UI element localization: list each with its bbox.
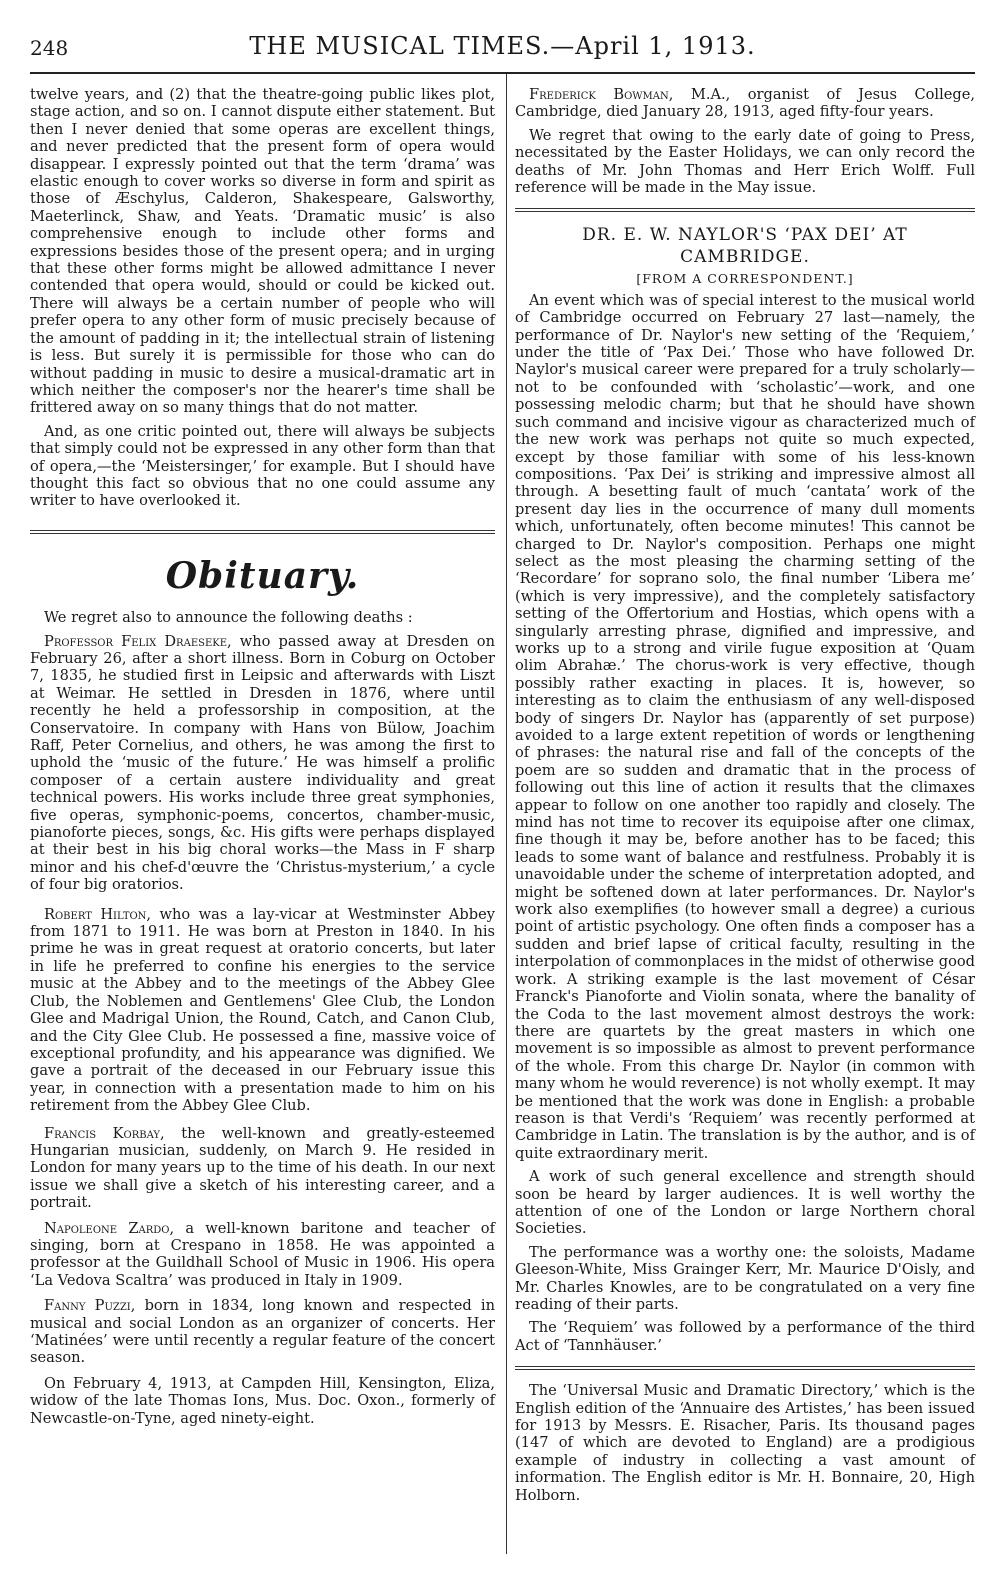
page-header (30, 28, 975, 68)
obituary-intro: We regret also to announce the following deaths : (44, 609, 413, 627)
article-paragraph: The ‘Requiem’ was followed by a performance of the third Act of ‘Tannhäuser.’ (515, 1319, 975, 1354)
obituary-heading: Obituary. (165, 554, 360, 597)
obituary-name: Napoleone Zardo, (44, 1219, 175, 1237)
obituary-name: Francis Korbay, (44, 1124, 165, 1142)
article-paragraph: The performance was a worthy one: the soloists, Madame Gleeson-White, Miss Grainger Kerr, Mr. Maurice D'Oisly, and Mr. Charles Knowles, are to be congratulated on a very fine reading of their parts. (515, 1243, 975, 1313)
obituary-entry: On February 4, 1913, at Campden Hill, Kensington, Eliza, widow of the late Thomas Ions, Mus. Doc. Oxon., formerly of Newcastle-on-Tyne, aged ninety-eight. (30, 1374, 495, 1427)
section-separator (515, 1366, 975, 1370)
right-column (515, 86, 975, 1510)
obituary-name: Fanny Puzzi, (44, 1297, 136, 1315)
left-column (30, 86, 495, 1433)
obituary-entry: Francis Korbay, the well-known and greatly-esteemed Hungarian musician, suddenly, on March 9. He resided in London for many years up to the time of his death. In our next issue we shall give a sketch of his interesting career, and a portrait. (30, 1124, 495, 1212)
section-separator (30, 530, 495, 534)
notice-paragraph: We regret that owing to the early date of going to Press, necessitated by the Easter Holidays, we can only record the deaths of Mr. John Thomas and Herr Erich Wolff. Full reference will be made in the May issue. (515, 126, 975, 197)
obituary-name: Robert Hilton, (44, 905, 152, 923)
obituary-name: Professor Felix Draeseke, (44, 632, 232, 650)
letter-paragraph: And, as one critic pointed out, there will always be subjects that simply could not be expressed in any other form than that of opera,—the ‘Meistersinger,’ for example. But I should have thought this fact so obvious that no one could assume any writer to have overlooked it. (30, 422, 495, 510)
obituary-entry: Fanny Puzzi, born in 1834, long known and respected in musical and social London as an organizer of concerts. Her ‘Matinées’ were until recently a regular feature of the concert season. (30, 1297, 495, 1367)
letter-paragraph: twelve years, and (2) that the theatre-going public likes plot, stage action, and so on. I cannot dispute either statement. But then I never denied that some operas are excellent things, and never predicted that the present form of opera would disappear. I expressly pointed out that the term ‘drama’ was elastic enough to cover works so diverse in form and spirit as those of Æschylus, Calderon, Shakespeare, Galsworthy, Maeterlinck, Shaw, and Yeats. ‘Dramatic music’ is also comprehensive enough to include other forms and expressions besides those of the present opera; and in urging that these other forms might be allowed admittance I never contended that opera would, should or could be kicked out. There will always be a certain number of people who will prefer opera to any other form of music precisely because of the amount of padding in it; the intellectual strain of listening is less. But surely it is permissible for those who can do without padding in music to desire a musical-dramatic art in which neither the composer's nor the hearer's time shall be frittered away on so many things that do not matter. (30, 86, 495, 417)
running-title: THE MUSICAL TIMES.—April 1, 1913. (249, 32, 756, 60)
page-number: 248 (30, 36, 69, 60)
article-paragraph: A work of such general excellence and strength should soon be heard by larger audiences. It is well worthy the attention of one of the London or large Northern choral Societies. (515, 1168, 975, 1238)
obituary-entry: Frederick Bowman, M.A., organist of Jesus College, Cambridge, died January 28, 1913, aged fifty-four years. (515, 86, 975, 121)
article-title: DR. E. W. NAYLOR'S ‘PAX DEI’ AT CAMBRIDGE. (582, 225, 908, 268)
article-byline: [FROM A CORRESPONDENT.] (636, 271, 854, 287)
column-divider (506, 74, 507, 1554)
obituary-entry: Napoleone Zardo, a well-known baritone and teacher of singing, born at Crespano in 1858. He was appointed a professor at the Guildhall School of Music in 1906. His opera ‘La Vedova Scaltra’ was produced in Italy in 1909. (30, 1219, 495, 1289)
obituary-entry: Professor Felix Draeseke, who passed away at Dresden on February 26, after a short illness. Born in Coburg on October 7, 1835, he studied first in Leipsic and afterwards with Liszt at Weimar. He settled in Dresden in 1876, where until recently he held a professorship in composition, at the Conservatoire. In company with Hans von Bülow, Joachim Raff, Peter Cornelius, and others, he was among the first to uphold the ‘music of the future.’ He was himself a prolific composer of a certain austere individuality and great technical powers. His works include three great symphonies, five operas, symphonic-poems, concertos, chamber-music, pianoforte pieces, songs, &c. His gifts were perhaps displayed at their best in his big choral works—the Mass in F sharp minor and his chef-d'œuvre the ‘Christus-mysterium,’ a cycle of four big oratorios. (30, 632, 495, 894)
notice-paragraph: The ‘Universal Music and Dramatic Directory,’ which is the English edition of the ‘Annuaire des Artistes,’ has been issued for 1913 by Messrs. E. Risacher, Paris. Its thousand pages (147 of which are devoted to England) are a prodigious example of industry in collecting a vast amount of information. The English editor is Mr. H. Bonnaire, 20, High Holborn. (515, 1382, 975, 1504)
article-paragraph: An event which was of special interest to the musical world of Cambridge occurred on February 27 last—namely, the performance of Dr. Naylor's new setting of the ‘Requiem,’ under the title of ‘Pax Dei.’ Those who have followed Dr. Naylor's musical career were prepared for a truly scholarly—not to be confounded with ‘scholastic’—work, and one possessing melodic charm; but that he should have shown such command and incisive vigour as characterized much of the new work was perhaps not quite so much expected, except by those familiar with some of his less-known compositions. ‘Pax Dei’ is striking and impressive almost all through. A besetting fault of much ‘cantata’ work of the present day lies in the occurrence of many dull moments which, unfortunately, often become minutes! This cannot be charged to Dr. Naylor's composition. Perhaps one might select as the most pleasing the charming setting of the ‘Recordare’ for soprano solo, the final number ‘Libera me’ (which is very impressive), and the completely satisfactory setting of the Offertorium and Hostias, which opens with a singularly arresting phrase, dignified and impressive, and works up to a strong and virile fugue exposition at ‘Quam olim Abrahæ.’ The chorus-work is very effective, though possibly rather exacting in places. It is, however, so interesting as to claim the enthusiasm of any well-disposed body of singers Dr. Naylor has (apparently of set purpose) avoided to a large extent repetition of words or lengthening of phrases: the natural rise and fall of the concepts of the poem are so sudden and dramatic that in the process of following out this line of action it results that the climaxes appear to follow on one another too rapidly and closely. The mind has not time to recover its equipoise after one climax, fine though it may be, before another has to be faced; this leads to some want of balance and restfulness. Probably it is unavoidable under the scheme of interpretation adopted, and might be softened down at later performances. Dr. Naylor's work also exemplifies (to however small a degree) a curious point of artistic psychology. One often finds a composer has a sudden and brief lapse of critical faculty, resulting in the interpolation of commonplaces in the midst of otherwise good work. A striking example is the last movement of César Franck's Pianoforte and Violin sonata, where the banality of the Coda to the last movement almost destroys the work: there are quartets by the great masters in which one movement is so impossible as almost to prevent performance of the whole. From this charge Dr. Naylor (in common with many whom he would reverence) is not wholly exempt. It may be mentioned that the work was done in English: a probable reason is that Verdi's ‘Requiem’ was recently performed at Cambridge in Latin. The translation is by the author, and is of quite extraordinary merit. (515, 291, 975, 1162)
section-separator (515, 208, 975, 212)
obituary-name: Frederick Bowman, (529, 86, 674, 103)
obituary-entry: Robert Hilton, who was a lay-vicar at Westminster Abbey from 1871 to 1911. He was born at Preston in 1840. In his prime he was in great request at oratorio concerts, but later in life he preferred to confine his energies to the service music at the Abbey and to the meetings of the Abbey Glee Club, the Noblemen and Gentlemens' Glee Club, the London Glee and Madrigal Union, the Round, Catch, and Canon Club, and the City Glee Club. He possessed a fine, massive voice of exceptional profundity, and his appearance was dignified. We gave a portrait of the deceased in our February issue this year, in connection with a presentation made to him on his retirement from the Abbey Glee Club. (30, 905, 495, 1115)
header-rule (30, 72, 975, 74)
